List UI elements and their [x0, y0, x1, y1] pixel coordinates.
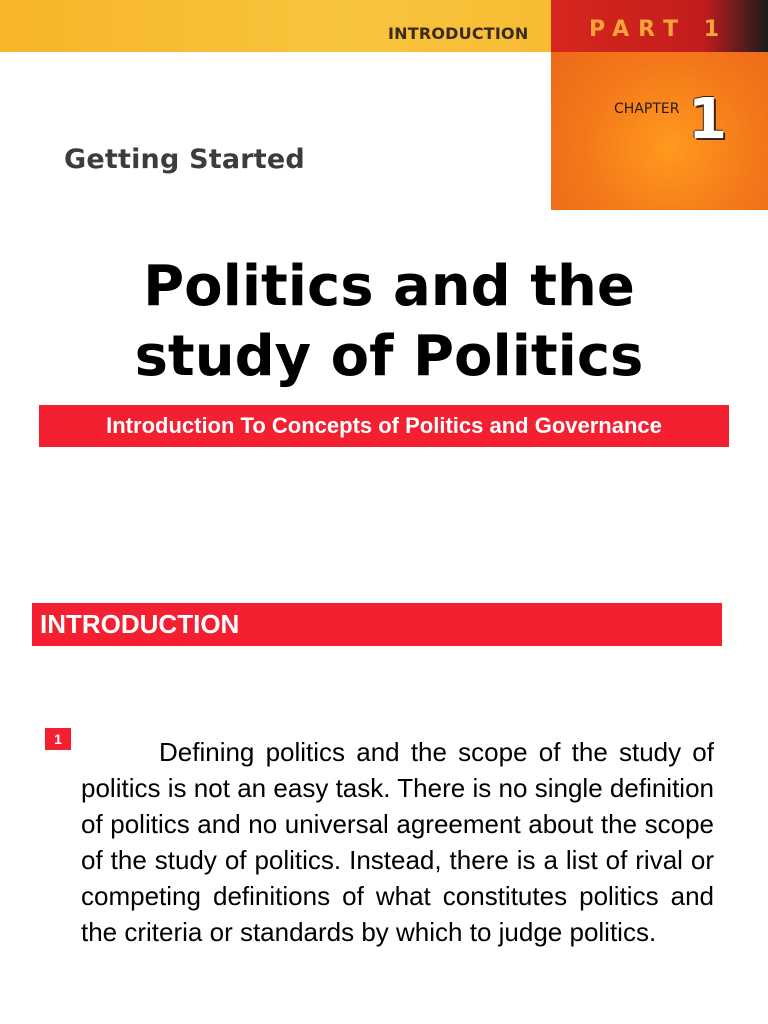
chapter-title: Getting Started — [64, 144, 305, 175]
part-label: PART 1 — [589, 17, 729, 42]
section-heading: INTRODUCTION — [32, 603, 722, 646]
chapter-number: 1 — [688, 87, 727, 152]
subtitle-banner — [39, 405, 729, 447]
subtitle-text: Introduction To Concepts of Politics and Governance — [106, 413, 662, 438]
header-section-label: INTRODUCTION — [388, 24, 529, 43]
main-title: Politics and the study of Politics — [134, 254, 644, 389]
body-paragraph: Defining politics and the scope of the study of politics is not an easy task. There is no single definition of politics and no universal agreement about the scope of the study of politics. Instead, there is a list of rival or competing definitions of what constitutes politics and the criteria or standards by which to judge politics. — [81, 737, 714, 947]
chapter-label: CHAPTER — [614, 101, 680, 117]
paragraph-number-badge: 1 — [45, 728, 71, 750]
